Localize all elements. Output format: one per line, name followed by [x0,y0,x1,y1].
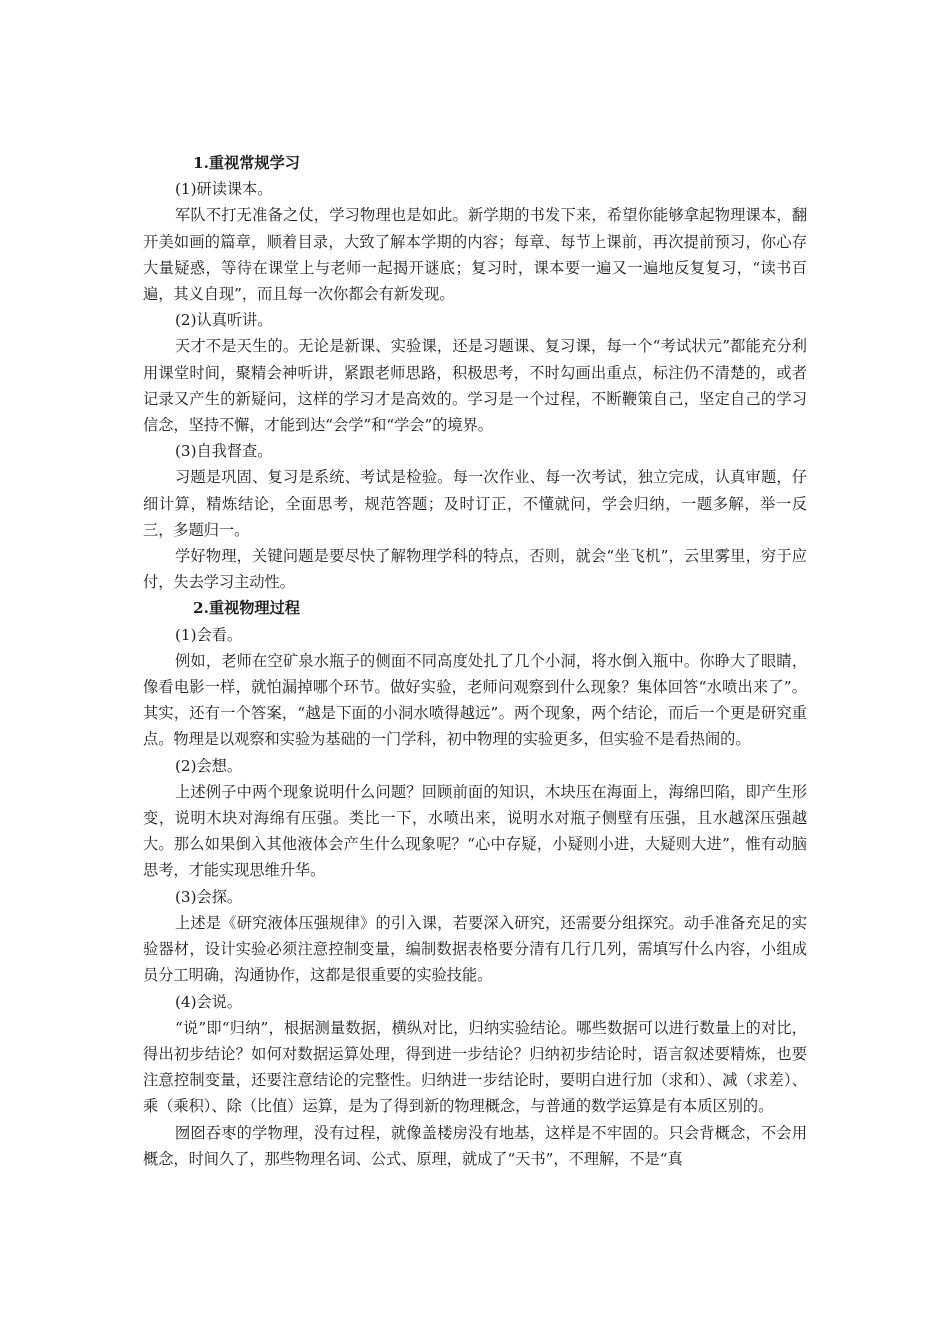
section-heading: 1.重视常规学习 [193,154,300,172]
paragraph: 习题是巩固、复习是系统、考试是检验。每一次作业、每一次考试，独立完成，认真审题，仔细计算，精炼结论，全面思考，规范答题；及时订正，不懂就问，学会归纳，一题多解，举一反三，多题归一。 [143,468,807,539]
subsection-title: (3)会探。 [175,887,243,906]
paragraph: 囫囵吞枣的学物理，没有过程，就像盖楼房没有地基，这样是不牢固的。只会背概念，不会用概念，时间久了，那些物理名词、公式、原理，就成了“天书”，不理解，不是“真 [143,1123,807,1168]
section-heading: 2.重视物理过程 [193,599,300,618]
paragraph: 天才不是天生的。无论是新课、实验课，还是习题课、复习课，每一个“考试状元”都能充分利用课堂时间，聚精会神听讲，紧跟老师思路，积极思考，不时勾画出重点，标注仍不清楚的，或者记录又产生的新疑问，这样的学习才是高效的。学习是一个过程，不断鞭策自己，坚定自己的学习信念，坚持不懈，才能到达“会学”和“学会”的境界。 [143,337,807,435]
paragraph: “说”即“归纳”，根据测量数据，横纵对比，归纳实验结论。哪些数据可以进行数量上的对比，得出初步结论？如何对数据运算处理，得到进一步结论？归纳初步结论时，语言叙述要精炼，也要注意控制变量，还要注意结论的完整性。归纳进一步结论时，要明白进行加（求和）、减（求差）、乘（乘积）、除（比值）运算，是为了得到新的物理概念，与普通的数学运算是有本质区别的。 [143,1018,807,1116]
subsection-title: (2)认真听讲。 [175,311,273,330]
paragraph: 上述是《研究液体压强规律》的引入课，若要深入研究，还需要分组探究。动手准备充足的实验器材，设计实验必须注意控制变量，编制数据表格要分清有几行几列，需填写什么内容，小组成员分工明确，沟通协作，这都是很重要的实验技能。 [143,913,807,985]
paragraph: 例如，老师在空矿泉水瓶子的侧面不同高度处扎了几个小洞，将水倒入瓶中。你睁大了眼睛，像看电影一样，就怕漏掉哪个环节。做好实验，老师问观察到什么现象？集体回答“水喷出来了”。其实，还有一个答案，“越是下面的小洞水喷得越远”。两个现象，两个结论，而后一个更是研究重点。物理是以观察和实验为基础的一门学科，初中物理的实验更多，但实验不是看热闹的。 [143,651,807,749]
paragraph: 上述例子中两个现象说明什么问题？回顾前面的知识，木块压在海面上，海绵凹陷，即产生形变，说明木块对海绵有压强。类比一下，水喷出来，说明水对瓶子侧壁有压强，且水越深压强越大。那么如果倒入其他液体会产生什么现象呢？“心中存疑，小疑则小进，大疑则大进”，惟有动脑思考，才能实现思维升华。 [143,782,807,880]
paragraph: 学好物理，关键问题是要尽快了解物理学科的特点，否则，就会“坐飞机”，云里雾里，穷于应付，失去学习主动性。 [143,547,807,592]
subsection-title: (4)会说。 [175,992,243,1011]
subsection-title: (3)自我督查。 [175,442,273,461]
subsection-title: (1)会看。 [175,625,243,644]
document-body [143,150,807,1172]
subsection-title: (1)研读课本。 [175,180,273,199]
paragraph: 军队不打无准备之仗，学习物理也是如此。新学期的书发下来，希望你能够拿起物理课本，翻开美如画的篇章，顺着目录，大致了解本学期的内容；每章、每节上课前，再次提前预习，你心存大量疑惑，等待在课堂上与老师一起揭开谜底；复习时，课本要一遍又一遍地反复复习，“读书百遍，其义自现”，而且每一次你都会有新发现。 [143,206,807,304]
subsection-title: (2)会想。 [175,756,243,775]
